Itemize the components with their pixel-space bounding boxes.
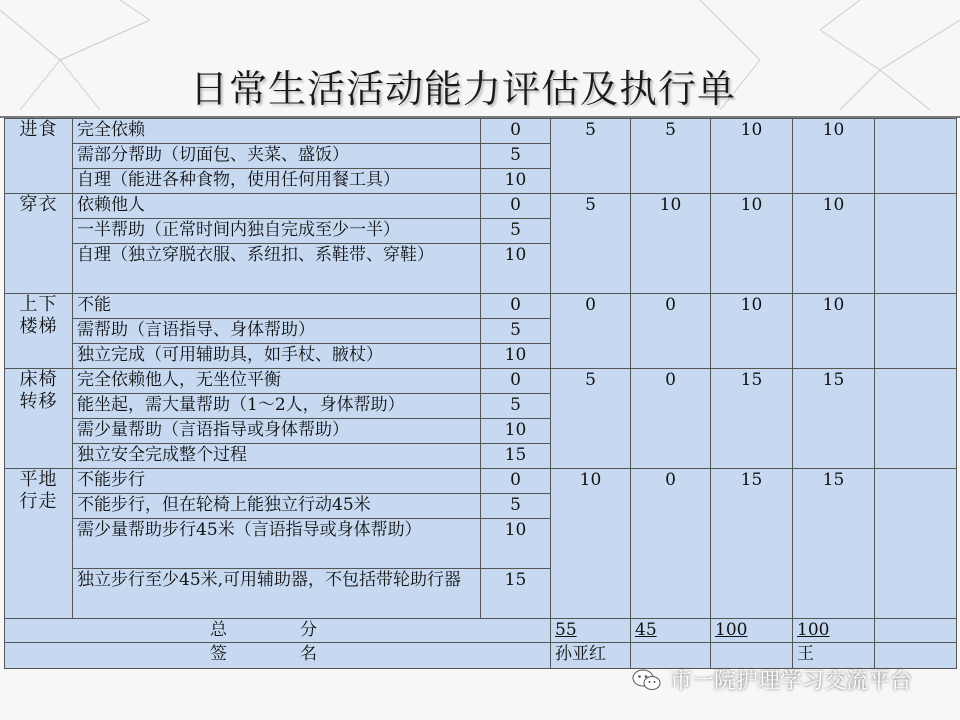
criterion-points: 10 — [481, 419, 551, 444]
assessment-score-1: 5 — [551, 194, 631, 294]
assessment-score-2: 0 — [631, 369, 711, 469]
assessment-score-5 — [875, 294, 957, 369]
assessment-score-2: 0 — [631, 294, 711, 369]
page-title: 日常生活活动能力评估及执行单 — [190, 67, 737, 111]
assessment-score-1: 10 — [551, 469, 631, 619]
criterion-points: 10 — [481, 169, 551, 194]
table-row — [5, 369, 957, 394]
assessment-score-3: 15 — [711, 469, 793, 619]
assessment-score-3: 10 — [711, 194, 793, 294]
total-label: 总 分 — [5, 619, 551, 643]
criterion-points: 10 — [481, 519, 551, 569]
total-score-3: 100 — [711, 619, 793, 643]
category-cell: 上下楼梯 — [5, 294, 73, 369]
category-cell: 进食 — [5, 119, 73, 194]
criterion-description: 不能 — [73, 294, 481, 319]
criterion-description: 不能步行，但在轮椅上能独立行动45米 — [73, 494, 481, 519]
criterion-description: 自理（独立穿脱衣服、系纽扣、系鞋带、穿鞋） — [73, 244, 481, 294]
category-cell: 平地行走 — [5, 469, 73, 619]
watermark-text: 市一院护理学习交流平台 — [670, 669, 913, 694]
criterion-points: 15 — [481, 444, 551, 469]
criterion-description: 需少量帮助步行45米（言语指导或身体帮助） — [73, 519, 481, 569]
assessment-score-4: 10 — [793, 119, 875, 194]
assessment-score-3: 15 — [711, 369, 793, 469]
assessment-score-4: 10 — [793, 194, 875, 294]
criterion-points: 5 — [481, 394, 551, 419]
category-cell: 穿衣 — [5, 194, 73, 294]
criterion-points: 0 — [481, 369, 551, 394]
criterion-description: 自理（能进各种食物，使用任何用餐工具） — [73, 169, 481, 194]
total-score-4: 100 — [793, 619, 875, 643]
criterion-description: 完全依赖 — [73, 119, 481, 144]
assessment-score-2: 0 — [631, 469, 711, 619]
criterion-points: 0 — [481, 294, 551, 319]
assessment-score-2: 10 — [631, 194, 711, 294]
criterion-points: 0 — [481, 119, 551, 144]
criterion-description: 不能步行 — [73, 469, 481, 494]
criterion-description: 一半帮助（正常时间内独自完成至少一半） — [73, 219, 481, 244]
assessment-score-3: 10 — [711, 119, 793, 194]
criterion-points: 15 — [481, 569, 551, 619]
assessment-score-1: 5 — [551, 369, 631, 469]
total-score-2: 45 — [631, 619, 711, 643]
assessment-score-4: 15 — [793, 469, 875, 619]
assessment-score-5 — [875, 119, 957, 194]
assessment-score-5 — [875, 369, 957, 469]
table-row — [5, 469, 957, 494]
category-cell: 床椅转移 — [5, 369, 73, 469]
criterion-description: 能坐起，需大量帮助（1～2人，身体帮助） — [73, 394, 481, 419]
criterion-description: 需少量帮助（言语指导或身体帮助） — [73, 419, 481, 444]
criterion-points: 5 — [481, 494, 551, 519]
table-row — [5, 194, 957, 219]
criterion-points: 0 — [481, 194, 551, 219]
criterion-points: 0 — [481, 469, 551, 494]
criterion-description: 独立完成（可用辅助具，如手杖、腋杖） — [73, 344, 481, 369]
total-row — [5, 619, 957, 643]
assessment-score-4: 10 — [793, 294, 875, 369]
watermark — [632, 664, 912, 695]
criterion-description: 完全依赖他人，无坐位平衡 — [73, 369, 481, 394]
assessment-score-5 — [875, 194, 957, 294]
criterion-points: 10 — [481, 344, 551, 369]
total-score-5 — [875, 619, 957, 643]
assessment-score-3: 10 — [711, 294, 793, 369]
assessment-score-5 — [875, 469, 957, 619]
assessment-score-1: 5 — [551, 119, 631, 194]
criterion-points: 5 — [481, 219, 551, 244]
criterion-points: 5 — [481, 144, 551, 169]
criterion-description: 需部分帮助（切面包、夹菜、盛饭） — [73, 144, 481, 169]
criterion-description: 独立步行至少45米,可用辅助器，不包括带轮助行器 — [73, 569, 481, 619]
criterion-points: 5 — [481, 319, 551, 344]
criterion-points: 10 — [481, 244, 551, 294]
adl-assessment-table — [4, 118, 957, 669]
assessment-score-1: 0 — [551, 294, 631, 369]
signature-1: 孙亚红 — [551, 643, 631, 669]
table-row — [5, 119, 957, 144]
criterion-description: 独立安全完成整个过程 — [73, 444, 481, 469]
table-row — [5, 294, 957, 319]
signature-label: 签 名 — [5, 643, 551, 669]
criterion-description: 依赖他人 — [73, 194, 481, 219]
wechat-icon — [632, 669, 662, 691]
total-score-1: 55 — [551, 619, 631, 643]
assessment-score-2: 5 — [631, 119, 711, 194]
assessment-score-4: 15 — [793, 369, 875, 469]
criterion-description: 需帮助（言语指导、身体帮助） — [73, 319, 481, 344]
signature-4: 王 — [793, 643, 875, 669]
